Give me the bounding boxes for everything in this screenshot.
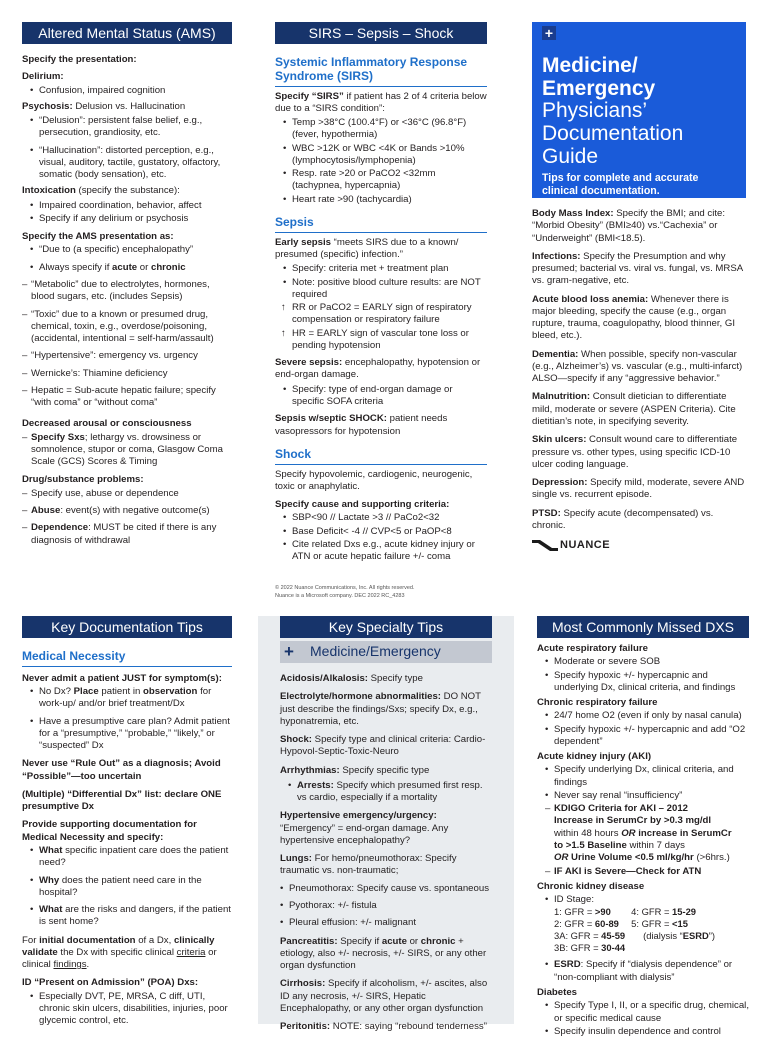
list-item: • Pleural effusion: +/- malignant <box>280 917 492 929</box>
cover-tagline: Tips for complete and accurate clinical documentation. <box>542 172 699 198</box>
aki-list <box>537 764 749 802</box>
list-item <box>30 875 232 900</box>
never-admit-list <box>22 686 232 752</box>
kdigo-line: Increase in SerumCr by >0.3 mg/dl <box>554 815 712 827</box>
text: for work-up/ and/or brief treatment/Dx <box>39 686 212 710</box>
crf-list <box>537 710 749 748</box>
chronic-text: chronic <box>150 261 186 273</box>
shock-text: Specify hypovolemic, cardiogenic, neurogenic, toxic or anaphylatic. <box>275 468 473 492</box>
entry <box>280 765 492 777</box>
title-line: Guide <box>542 144 599 168</box>
entry-heading: Depression: <box>532 477 588 489</box>
copyright <box>275 585 487 599</box>
text: >90 <box>594 906 611 918</box>
list-item: – “Toxic” due to a known or presumed drug, chemical, toxin, e.g., overdose/poisoning, (accidental, intentional = self-harm/assault) <box>22 309 232 346</box>
entry-text: Whenever there is major bleeding, specify the cause (e.g., organ rupture, trauma, coagulopathy, blood thinner, GI bleed, etc.). <box>532 293 736 342</box>
list-item: • Base Deficit< -4 // CVP<5 or PaOP<8 <box>283 526 487 538</box>
arf-heading: Acute respiratory failure <box>537 643 648 654</box>
cover-column <box>532 22 746 552</box>
text: Sepsis w/septic SHOCK: <box>275 413 387 425</box>
entry <box>532 434 746 471</box>
rule-out-heading: Never use “Rule Out” as a diagnosis; Avoid “Possible”—too uncertain <box>22 758 221 782</box>
entry-text: Specify if alcoholism, +/- ascites, also ID any necrosis, +/- SIRS, Hepatic Encephalopathy, or any other organ dysfunction <box>280 978 488 1014</box>
list-item: • Specify insulin dependence and control <box>545 1026 749 1038</box>
list-item: – Hepatic = Sub-acute hepatic failure; specify “with coma” or “without coma” <box>22 385 232 410</box>
title-line: Medicine/ <box>542 54 638 78</box>
cover-entries <box>532 208 746 532</box>
intoxication-list <box>22 200 232 226</box>
plus-icon: + <box>284 642 294 662</box>
diabetes-list <box>537 1000 749 1038</box>
entry-heading: Lungs: <box>280 853 312 865</box>
entry-heading: Arrhythmias: <box>280 764 340 776</box>
entry <box>280 936 492 973</box>
entry <box>532 251 746 288</box>
text: : event(s) with negative outcome(s) <box>60 504 210 516</box>
list-item: • Moderate or severe SOB <box>545 656 749 668</box>
entry-text: NOTE: saying “rebound tenderness” <box>330 1021 487 1033</box>
entry <box>280 810 492 847</box>
text: OR <box>554 852 569 864</box>
entry-text: Specify the Presumption and why presumed; bacterial vs. viral vs. fungal, vs. MRSA vs. gram-negative, etc. <box>532 250 743 287</box>
table-cell <box>554 918 631 930</box>
ams-column <box>22 22 232 548</box>
list-item: • Specify: criteria met + treatment plan <box>283 263 487 275</box>
text: Specify if <box>337 935 382 947</box>
sirs-title: Systemic Inflammatory Response Syndrome (SIRS) <box>275 56 487 87</box>
sirs-header: SIRS – Sepsis – Shock <box>275 22 487 44</box>
entry-text: Specify mild, moderate, severe AND single vs. recurrent episode. <box>532 477 745 501</box>
entry <box>532 477 746 502</box>
sirs-column <box>275 22 487 600</box>
entry-text: Specify acute (decompensated) vs. chronic. <box>532 507 714 531</box>
entry-text: “Emergency” = end-organ damage. Any hypertensive encephalopathy? <box>280 822 449 846</box>
entry-text: DO NOT just describe the findings/Sxs; specify Dx, e.g., hyponatremia, etc. <box>280 691 481 727</box>
ckd-list <box>537 894 749 984</box>
early-sepsis <box>275 237 487 262</box>
text: patient needs vasopressors for hypotension <box>275 413 448 437</box>
list-item: • Specify if any delirium or psychosis <box>30 213 232 225</box>
copyright-line: Nuance is a Microsoft company. DEC 2022 RC_4283 <box>275 592 405 599</box>
list-item: • “Hallucination”: distorted perception, e.g., visual, auditory, tactile, gustatory, olfactory, somatic (body sensation), etc. <box>30 145 232 182</box>
severe-sepsis <box>275 357 487 382</box>
text: : Specify if “dialysis dependence” or “non-compliant with dialysis” <box>554 959 733 983</box>
entry <box>280 734 492 759</box>
list-item <box>545 894 749 954</box>
list-item <box>22 522 232 547</box>
ams-header: Altered Mental Status (AMS) <box>22 22 232 44</box>
list-item: • Impaired coordination, behavior, affect <box>30 200 232 212</box>
acute-text: acute <box>112 261 138 273</box>
cause-heading: Specify cause and supporting criteria: <box>275 499 450 511</box>
list-item <box>22 505 232 517</box>
kst-header: Key Specialty Tips <box>280 616 492 638</box>
text: observation <box>143 686 198 698</box>
list-item <box>545 866 749 878</box>
psychosis-heading: Psychosis: <box>22 100 73 112</box>
table-cell <box>631 942 721 954</box>
entry-heading: Electrolyte/hormone abnormalities: <box>280 691 441 703</box>
diabetes-heading: Diabetes <box>537 986 577 998</box>
text: 60-89 <box>594 918 619 930</box>
text: + etiology, also +/- necrosis, +/- SIRS, or any other organ dysfunction <box>280 935 487 972</box>
list-item: • Cite related Dxs e.g., acute kidney injury or ATN or acute hepatic failure +/- coma <box>283 539 487 564</box>
text: Place <box>73 686 99 698</box>
psychosis-line <box>22 101 232 113</box>
septic-shock <box>275 413 487 438</box>
psychosis-list <box>22 115 232 181</box>
arf-list <box>537 656 749 694</box>
psychosis-text: Delusion vs. Hallucination <box>72 100 186 112</box>
list-item <box>22 432 232 469</box>
kdigo-item <box>545 803 749 864</box>
cover-title-box <box>532 22 746 198</box>
text: patient in <box>98 686 144 698</box>
text: the Dx with specific clinical <box>57 946 177 958</box>
text: initial documentation <box>39 934 136 946</box>
table-cell <box>631 918 721 930</box>
entry-heading: PTSD: <box>532 507 561 519</box>
presentation-heading: Specify the AMS presentation as: <box>22 231 174 243</box>
entry <box>280 853 492 878</box>
entry-heading: Shock: <box>280 734 312 746</box>
text: 4: GFR = <box>631 906 673 918</box>
provide-list <box>22 845 232 929</box>
text: 30-44 <box>601 942 626 954</box>
entry-text: Specify type <box>367 673 423 684</box>
text: within 48 hours <box>554 827 622 839</box>
table-cell <box>631 906 721 918</box>
entry-text: Specify the BMI; and cite: “Morbid Obesity” (BMI≥40) vs.“Cachexia” or “Underweight” (BMI<18.5). <box>532 208 726 244</box>
text: . <box>86 959 90 971</box>
list-item: • “Due to (a specific) encephalopathy” <box>30 244 232 256</box>
kst-subheader <box>280 641 492 663</box>
text: 2: GFR = <box>554 918 595 930</box>
text: IF AKI is Severe—Check for ATN <box>554 865 702 877</box>
text: ; lethargy vs. drowsiness or somnolence, stupor or coma, Glasgow Coma Scale (GCS) Scores & Timing <box>31 431 223 468</box>
title-line: Emergency <box>542 77 656 101</box>
text: <15 <box>672 918 688 930</box>
text: Why <box>39 874 60 886</box>
text: OR <box>621 827 636 839</box>
lungs-list <box>280 883 492 930</box>
copyright-line: © 2022 Nuance Communications, Inc. All rights reserved. <box>275 585 415 592</box>
kst-subheader-text: Medicine/Emergency <box>310 643 441 660</box>
nuance-logo <box>532 538 746 552</box>
entry <box>532 208 746 245</box>
missed-column <box>537 616 749 1039</box>
entry <box>280 1021 492 1033</box>
entry-heading: Skin ulcers: <box>532 434 587 446</box>
entry-heading: Acute blood loss anemia: <box>532 293 649 305</box>
kdigo-heading: – KDIGO Criteria for AKI – 2012 <box>554 803 688 815</box>
presentation-list <box>22 244 232 274</box>
text: 3B: GFR = <box>554 942 602 954</box>
text: 45-59 <box>601 930 626 942</box>
kdigo-list <box>537 803 749 878</box>
list-item: • WBC >12K or WBC <4K or Bands >10% (lymphocytosis/lymphopenia) <box>283 143 487 168</box>
missed-header: Most Commonly Missed DXS <box>537 616 749 638</box>
initial-documentation <box>22 935 232 972</box>
kdt-column <box>22 616 232 1028</box>
ckd-heading: Chronic kidney disease <box>537 880 645 892</box>
text: to >1.5 Baseline <box>554 839 627 851</box>
entry-heading: Acidosis/Alkalosis: <box>280 673 368 684</box>
table-cell <box>631 930 721 942</box>
list-item: – Wernicke’s: Thiamine deficiency <box>22 368 232 380</box>
list-item: • Confusion, impaired cognition <box>30 85 232 97</box>
text: : MUST be cited if there is any diagnosis of withdrawal <box>31 522 217 546</box>
ams-intro: Specify the presentation: <box>22 54 137 65</box>
nuance-logo-icon <box>532 538 558 552</box>
text: Dependence <box>31 522 89 534</box>
list-item: – “Metabolic” due to electrolytes, hormones, blood sugars, etc. (includes Sepsis) <box>22 279 232 304</box>
title-line: Documentation <box>542 122 684 146</box>
text: 3A: GFR = <box>554 930 602 942</box>
entry <box>280 691 492 728</box>
text: What <box>39 844 63 856</box>
entry-heading: Cirrhosis: <box>280 978 326 990</box>
entry-text: Specify specific type <box>339 764 430 776</box>
table-cell <box>554 906 631 918</box>
text: acute <box>381 935 407 947</box>
text: For <box>22 934 40 946</box>
entry-heading: Infections: <box>532 250 581 262</box>
text: criteria <box>176 946 206 958</box>
list-item <box>30 904 232 929</box>
entry <box>532 349 746 386</box>
entry-heading: Body Mass Index: <box>532 208 614 219</box>
text: Abuse <box>31 504 61 516</box>
text: Arrests: <box>297 779 334 791</box>
list-item: – “Hypertensive”: emergency vs. urgency <box>22 350 232 362</box>
text: if patient has 2 of 4 criteria below due to a “SIRS condition”: <box>275 90 487 114</box>
text: does the patient need care in the hospital? <box>39 874 202 898</box>
kdigo-line <box>554 840 749 852</box>
poa-heading: ID “Present on Admission” (POA) Dxs: <box>22 977 199 989</box>
sirs-criteria-list <box>275 117 487 206</box>
delirium-heading: Delirium: <box>22 71 64 83</box>
sepsis-title: Sepsis <box>275 216 487 233</box>
text: (>6hrs.) <box>693 852 730 864</box>
text: clinically validate <box>22 934 215 958</box>
kst-body <box>280 673 492 1033</box>
list-item: • Specify underlying Dx, clinical criteria, and findings <box>545 764 749 789</box>
list-item: • Specify hypoxic +/- hypercapnic and add “O2 dependent” <box>545 724 749 749</box>
entry-text: Consult dietician to differentiate mild, moderate or severe (ASPEN Criteria). Cite dietitian’s note, in specifying severity. <box>532 391 736 427</box>
arousal-heading: Decreased arousal or consciousness <box>22 418 192 430</box>
plus-icon: + <box>542 26 556 40</box>
ckd-id-stage: • ID Stage: <box>554 894 594 906</box>
medical-necessity-title: Medical Necessity <box>22 650 232 667</box>
text: (dialysis “ <box>643 930 683 942</box>
intoxication-text: (specify the substance): <box>75 185 180 197</box>
text: Severe sepsis: <box>275 357 343 369</box>
aki-heading: Acute kidney injury (AKI) <box>537 751 652 763</box>
crf-heading: Chronic respiratory failure <box>537 697 658 709</box>
intoxication-line <box>22 185 232 197</box>
list-item: • Specify Type I, II, or a specific drug, chemical, or specific medical cause <box>545 1000 749 1025</box>
table-cell <box>554 930 631 942</box>
text: ESRD <box>682 930 709 942</box>
list-item: ↑ HR = EARLY sign of vascular tone loss or pending hypotension <box>283 328 487 353</box>
cover-title-light <box>542 100 736 168</box>
list-item: • Temp >38°C (100.4°F) or <36°C (96.8°F) (fever, hypothermia) <box>283 117 487 142</box>
entry <box>532 391 746 428</box>
table-row <box>554 942 721 954</box>
table-row <box>554 918 721 930</box>
text: Urine Volume <0.5 ml/kg/hr <box>568 852 694 864</box>
early-sepsis-list <box>275 263 487 352</box>
text: ESRD <box>554 959 581 971</box>
entry-heading: Malnutrition: <box>532 391 591 403</box>
entry <box>532 508 746 533</box>
text: increase in SerumCr <box>635 827 732 839</box>
text: chronic <box>420 935 456 947</box>
text: specific inpatient care does the patient need? <box>39 844 229 869</box>
text: “meets SIRS due to a known/ presumed (specific) infection.” <box>275 236 459 261</box>
text: findings <box>53 959 87 971</box>
drug-list <box>22 488 232 547</box>
entry <box>280 673 492 685</box>
list-item <box>288 780 492 805</box>
severe-sepsis-list <box>275 384 487 409</box>
list-item <box>545 959 749 984</box>
entry <box>532 294 746 343</box>
entry-heading: Pancreatitis: <box>280 935 338 947</box>
entry-heading: Dementia: <box>532 348 579 360</box>
arrest-list <box>280 780 492 805</box>
shock-title: Shock <box>275 448 487 465</box>
table-row <box>554 906 721 918</box>
text: Always specify if <box>39 261 113 273</box>
text: What <box>39 904 63 916</box>
intoxication-heading: Intoxication <box>22 185 76 197</box>
arousal-list <box>22 432 232 469</box>
list-item: – Specify use, abuse or dependence <box>22 488 232 500</box>
entry-heading: Hypertensive emergency/urgency: <box>280 810 437 822</box>
text: ”) <box>708 930 716 942</box>
kdigo-line <box>554 828 749 840</box>
text: Specify “SIRS” <box>275 90 344 102</box>
list-item <box>30 845 232 870</box>
list-item: • Specify: type of end-organ damage or specific SOFA criteria <box>283 384 487 409</box>
entry-text: Consult wound care to differentiate pressure vs. other types, using specific ICD-10 ulcer coding language. <box>532 434 738 470</box>
list-item: ↑ RR or PaCO2 = EARLY sign of respiratory compensation or respiratory failure <box>283 302 487 327</box>
kst-column <box>258 616 514 1033</box>
table-row <box>554 930 721 942</box>
list-item: • Have a presumptive care plan? Admit patient for a “presumptive,” “probable,” “likely,” or “suspected” Dx <box>30 716 232 753</box>
nuance-logo-text: NUANCE <box>560 539 611 552</box>
gfr-table <box>554 906 721 954</box>
text: Specify Sxs <box>31 431 85 443</box>
list-item <box>30 262 232 274</box>
text: 5: GFR = <box>631 918 673 930</box>
text: within 7 days <box>626 839 685 851</box>
text: or <box>137 261 151 273</box>
kdigo-line <box>554 852 749 864</box>
list-item: • 24/7 home O2 (even if only by nasal canula) <box>545 710 749 722</box>
presentation-dash-list <box>22 279 232 409</box>
text: are the risks and dangers, if the patient is sent home? <box>39 904 231 928</box>
text: or clinical <box>22 946 217 971</box>
cover-title-bold <box>542 54 736 100</box>
provide-heading: Provide supporting documentation for Medical Necessity and specify: <box>22 819 197 843</box>
cause-list <box>275 512 487 563</box>
text: 15-29 <box>672 906 697 918</box>
list-item: • Pneumothorax: Specify cause vs. spontaneous <box>280 883 492 895</box>
list-item <box>30 686 232 711</box>
text: or <box>406 935 421 947</box>
text: Specify which presumed first resp. vs cardio, especially if a mortality <box>297 779 483 804</box>
poa-list <box>22 991 232 1028</box>
kdt-header: Key Documentation Tips <box>22 616 232 638</box>
text: Early sepsis <box>275 236 332 248</box>
entry-heading: Peritonitis: <box>280 1021 331 1033</box>
drug-heading: Drug/substance problems: <box>22 474 144 486</box>
list-item: • Pyothorax: +/- fistula <box>280 900 492 912</box>
text: No Dx? <box>39 686 74 698</box>
list-item: • Heart rate >90 (tachycardia) <box>283 194 487 206</box>
never-admit-heading: Never admit a patient JUST for symptom(s): <box>22 672 222 684</box>
differential-heading: (Multiple) “Differential Dx” list: declare ONE presumptive Dx <box>22 788 222 813</box>
list-item: • Especially DVT, PE, MRSA, C diff, UTI, chronic skin ulcers, disabilities, injuries, poor glycemic control, etc. <box>30 991 232 1028</box>
entry-text: When possible, specify non-vascular (e.g., Alzheimer’s) vs. vascular (e.g., multi-infarct) ALSO—specify if any “aggressive behavior.” <box>532 348 743 385</box>
list-item: • SBP<90 // Lactate >3 // PaCo2<32 <box>283 512 487 524</box>
list-item: • Never say renal “insufficiency” <box>545 790 749 802</box>
list-item: • Resp. rate >20 or PaCO2 <32mm (tachypnea, hypercapnia) <box>283 168 487 193</box>
delirium-list <box>22 85 232 97</box>
list-item: • Note: positive blood culture results: are NOT required <box>283 277 487 302</box>
entry-text: For hemo/pneumothorax: Specify traumatic vs. non-traumatic; <box>280 853 457 877</box>
sirs-intro <box>275 91 487 116</box>
title-line: Physicians’ <box>542 99 648 123</box>
text: of a Dx, <box>135 934 174 946</box>
list-item: • “Delusion”: persistent false belief, e.g., persecution, grandiosity, etc. <box>30 115 232 140</box>
list-item: • Specify hypoxic +/- hypercapnic and underlying Dx, clinical criteria, and findings <box>545 670 749 695</box>
entry-text: Specify type and clinical criteria: Cardio-Hypovol-Septic-Toxic-Neuro <box>280 734 486 758</box>
table-cell <box>554 942 631 954</box>
entry <box>280 978 492 1015</box>
text: encephalopathy, hypotension or end-organ damage. <box>275 357 481 381</box>
text: 1: GFR = <box>554 906 595 918</box>
